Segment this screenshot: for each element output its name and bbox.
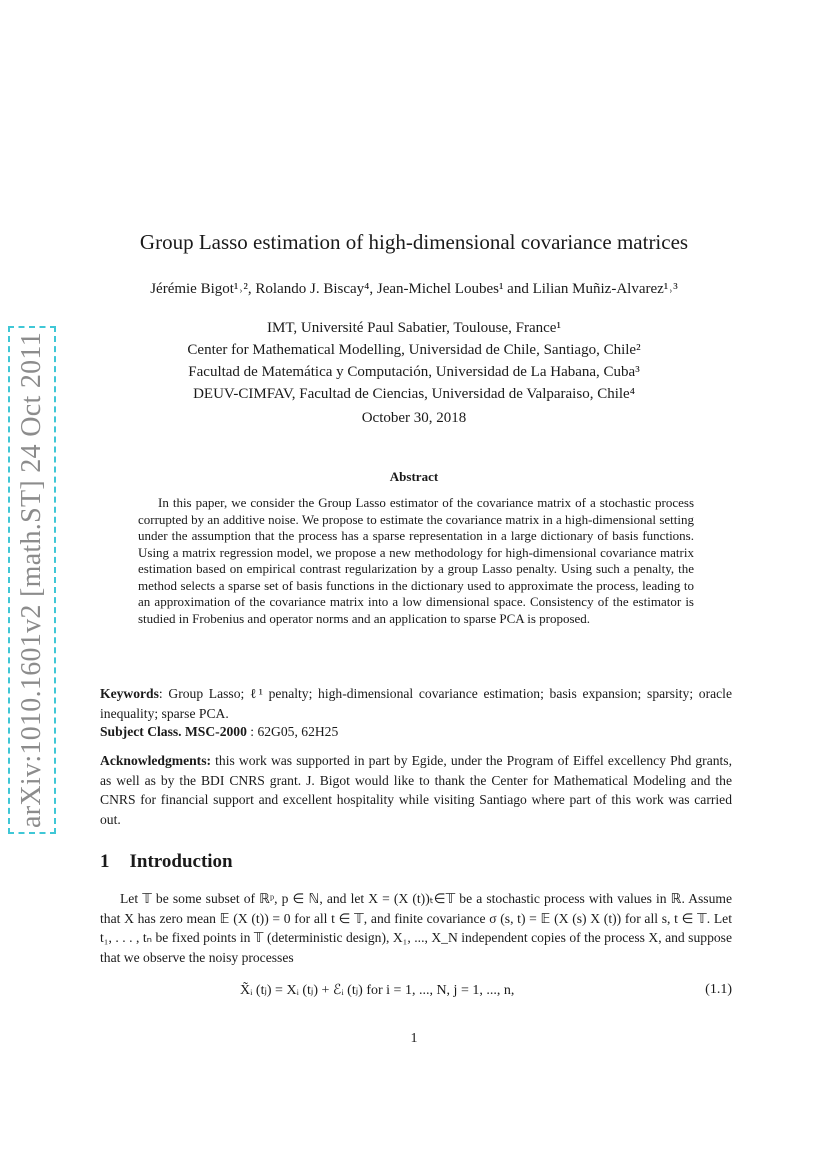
abstract-heading: Abstract [389,469,439,484]
keywords-text: : Group Lasso; ℓ¹ penalty; high-dimensional covariance estimation; basis expansion; sparsity; oracle inequality; sparse PCA. [100,686,732,721]
affiliation-3: Facultad de Matemática y Computación, Universidad de La Habana, Cuba³ [188,364,640,380]
affiliation-4: DEUV-CIMFAV, Facultad de Ciencias, Universidad de Valparaiso, Chile⁴ [193,386,635,402]
introduction-paragraph: Let 𝕋 be some subset of ℝᵖ, p ∈ ℕ, and let X = (X (t))ₜ∈𝕋 be a stochastic process with values in ℝ. Assume that X has zero mean 𝔼 (X (t)) = 0 for all t ∈ 𝕋, and finite covariance σ (s, t) = 𝔼 (X (s) X (t)) for all s, t ∈ 𝕋. Let t₁, . . . , tₙ be fixed points in 𝕋 (deterministic design), X₁, ..., X_N independent copies of the process X, and suppose that we observe the noisy processes [100,891,732,965]
paper-title: Group Lasso estimation of high-dimensional covariance matrices [139,230,689,254]
equation-1-1: X̃ᵢ (tⱼ) = Xᵢ (tⱼ) + ℰᵢ (tⱼ) for i = 1, ..., N, j = 1, ..., n, [240,983,515,998]
page-number: 1 [410,1031,418,1046]
subject-class-text: : 62G05, 62H25 [246,724,339,739]
affiliation-2: Center for Mathematical Modelling, Universidad de Chile, Santiago, Chile² [187,342,641,358]
keywords-label: Keywords [100,686,159,701]
affiliation-1: IMT, Université Paul Sabatier, Toulouse, France¹ [267,320,561,336]
equation-number: (1.1) [705,982,732,997]
keywords-paragraph [100,684,732,723]
acknowledgments-paragraph [100,751,732,829]
section-heading [100,851,233,873]
section-title: Introduction [129,851,233,872]
section-number: 1 [100,851,110,872]
subject-class-paragraph [100,722,732,742]
subject-class-label: Subject Class. MSC-2000 [100,724,247,739]
acknowledgments-text: this work was supported in part by Egide, under the Program of Eiffel excellency Phd grants, as well as by the BDI CNRS grant. J. Bigot would like to thank the Center for Mathematical Modeling and the CNRS for financial support and excellent hospitality while visiting Santiago where part of this work was carried out. [100,753,732,827]
arxiv-stamp-text: arXiv:1010.1601v2 [math.ST] 24 Oct 2011 [16,332,47,828]
affiliations [0,317,828,405]
author-list: Jérémie Bigot¹˒², Rolando J. Biscay⁴, Jean-Michel Loubes¹ and Lilian Muñiz-Alvarez¹˒³ [150,281,678,297]
paper-date: October 30, 2018 [361,410,467,426]
abstract-body: In this paper, we consider the Group Lasso estimator of the covariance matrix of a stochastic process corrupted by an additive noise. We propose to estimate the covariance matrix in a high-dimensional setting under the assumption that the process has a sparse representation in a large dictionary of basis functions. Using a matrix regression model, we propose a new methodology for high-dimensional covariance matrix estimation based on empirical contrast regularization by a group Lasso penalty. Using such a penalty, the method selects a sparse set of basis functions in the dictionary used to approximate the process, leading to an approximation of the covariance matrix into a low dimensional space. Consistency of the estimator is studied in Frobenius and operator norms and an application to sparse PCA is proposed. [138,495,694,626]
acknowledgments-label: Acknowledgments: [100,753,212,768]
